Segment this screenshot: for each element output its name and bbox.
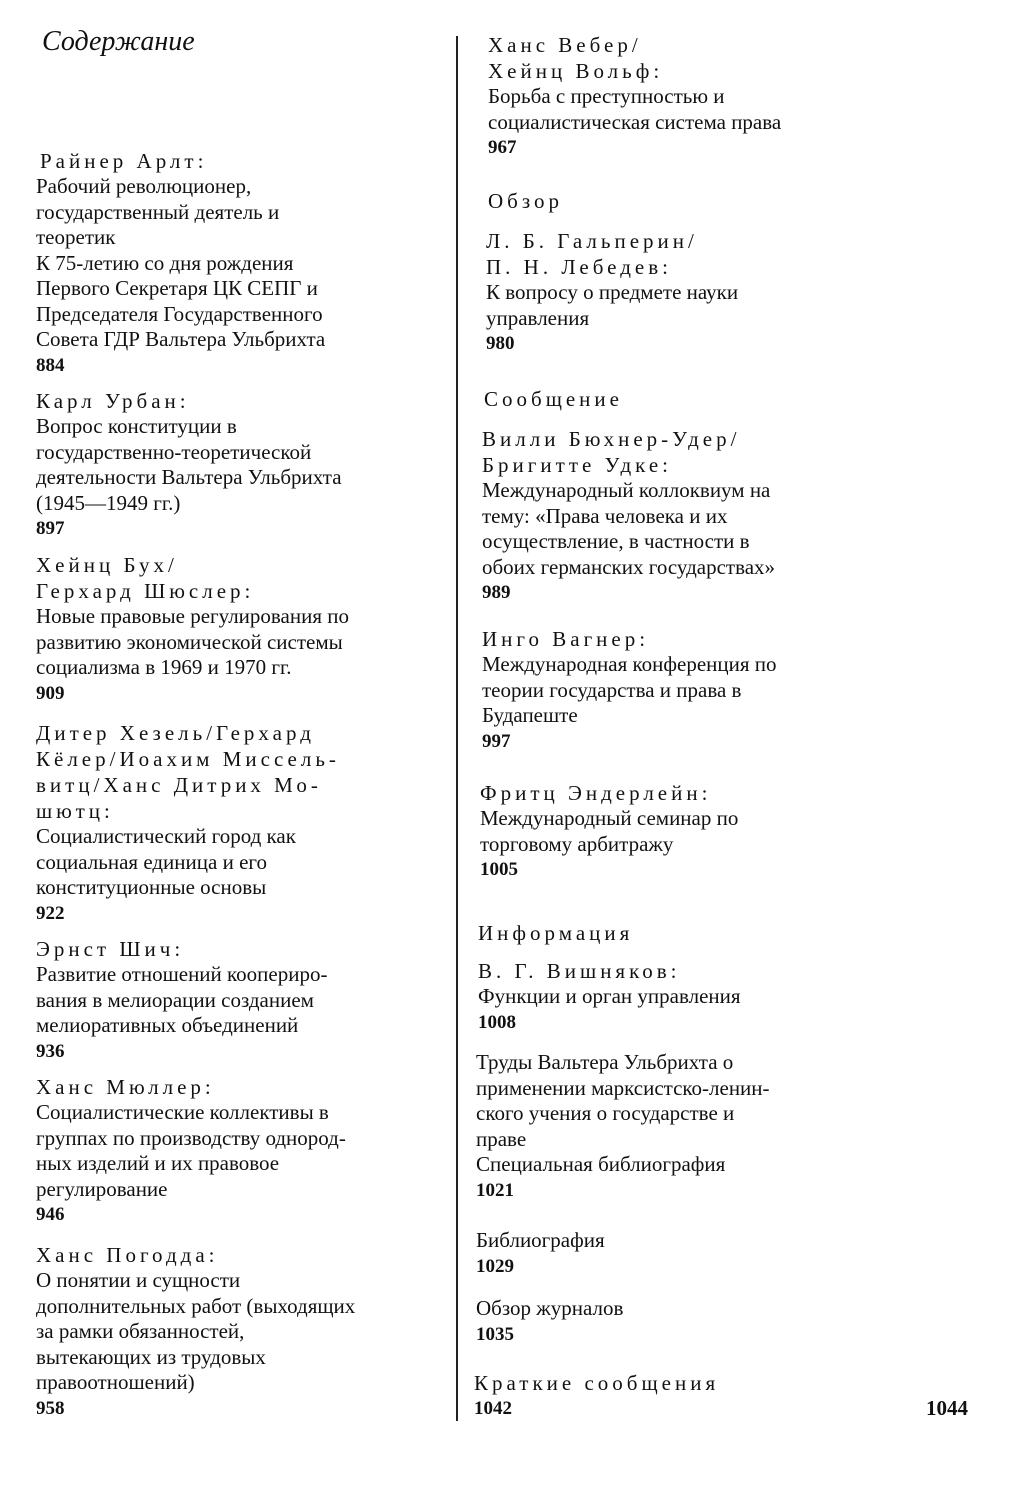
entry-title: Международный семинар по торговому арбитражу [480,806,739,856]
toc-entry[interactable] [36,552,456,707]
toc-entry[interactable] [488,32,908,161]
entry-page: 936 [36,1040,65,1062]
toc-entry[interactable] [480,780,900,883]
entry-page: 897 [36,518,65,539]
entry-page: 958 [36,1397,65,1419]
entry-page: 1008 [478,1011,516,1033]
section-heading [484,386,904,412]
entry-title: Библиография [476,1228,605,1252]
entry-author: Фритц Эндерлейн: [480,781,712,805]
section-heading-label: Информация [478,921,634,945]
entry-author: Карл Урбан: [36,389,190,413]
entry-page: 1042 [474,1398,512,1419]
entry-page: 989 [482,582,511,603]
entry-page: 922 [36,902,65,924]
entry-title: Социалистические коллективы в группах по производству однород- ных изделий и их правовое регулирование [36,1100,346,1201]
entry-author: Дитер Хезель/Герхард Кёлер/Иоахим Миссель- витц/Ханс Дитрих Мо- шютц: [36,721,340,823]
entry-author: Инго Вагнер: [482,627,650,651]
toc-entry[interactable] [36,1074,456,1228]
toc-entry[interactable] [36,388,456,542]
toc-entry[interactable] [36,936,456,1065]
section-heading [478,920,898,946]
entry-author: Хейнц Бух/ Герхард Шюслер: [36,553,255,603]
entry-title: Новые правовые регулирования по развитию экономической системы социализма в 1969 и 1970 гг. [36,604,350,679]
entry-author: Вилли Бюхнер-Удер/ Бригитте Удке: [482,427,741,477]
entry-author: В. Г. Вишняков: [478,959,681,983]
entry-title: О понятии и сущности дополнительных работ (выходящих за рамки обязанностей, вытекающих из трудовых правоотношений) [36,1268,356,1394]
entry-title: Международный коллоквиум на тему: «Права человека и их осуществление, в частности в обоих германских государствах» [482,478,776,579]
entry-page: 1021 [476,1179,514,1201]
entry-title: Труды Вальтера Ульбрихта о применении марксистско-ленин- ского учения о государстве и праве Специальная библиография [476,1050,770,1176]
entry-page: 980 [486,333,515,354]
toc-entry[interactable] [478,958,898,1036]
toc-entry[interactable] [476,1296,896,1348]
entry-title: Функции и орган управления [478,984,741,1008]
section-heading [488,188,908,214]
entry-title: Международная конференция по теории государства и права в Будапеште [482,652,777,727]
toc-entry[interactable] [482,426,902,606]
toc-entry[interactable] [36,1242,456,1422]
entry-author: Ханс Вебер/ Хейнц Вольф: [488,33,664,83]
toc-entry[interactable] [486,228,906,357]
toc-entry[interactable] [474,1370,894,1422]
entry-author: Л. Б. Гальперин/ П. Н. Лебедев: [486,229,698,279]
toc-entry[interactable] [476,1228,896,1280]
toc-entry[interactable] [482,626,902,755]
entry-page: 1035 [476,1323,514,1345]
entry-page: 997 [482,730,511,752]
entry-title: Борьба с преступностью и социалистическая система права [488,84,782,134]
section-heading-label: Краткие сообщения [474,1371,720,1395]
entry-page: 1005 [480,859,518,880]
entry-page: 967 [488,137,517,158]
section-heading-label: Сообщение [484,387,623,411]
toc-entry[interactable] [36,148,456,379]
entry-title: К вопросу о предмете науки управления [486,280,739,330]
entry-title: Развитие отношений коопериро- вания в мелиорации созданием мелиоративных объединений [36,962,328,1037]
entry-title: Вопрос конституции в государственно-теоретической деятельности Вальтера Ульбрихта (1945—1949 гг.) [36,414,342,515]
entry-title: Обзор журналов [476,1296,624,1320]
entry-page: 909 [36,682,65,704]
toc-entry[interactable] [36,720,456,927]
entry-page: 884 [36,354,65,376]
page-title: Содержание [42,26,195,57]
entry-author: Ханс Мюллер: [36,1075,215,1099]
entry-title: Социалистический город как социальная единица и его конституционные основы [36,824,296,899]
entry-page: 946 [36,1204,65,1225]
page-number: 1044 [926,1396,968,1420]
entry-title: Рабочий революционер, государственный деятель и теоретик К 75-летию со дня рождения Первого Секретаря ЦК СЕПГ и Председателя Государственного Совета ГДР Вальтера Ульбрихта [36,174,326,351]
entry-author: Райнер Арлт: [40,149,208,173]
toc-entry[interactable] [476,1050,896,1204]
column-divider [456,36,458,1421]
entry-author: Эрнст Шич: [36,937,185,961]
entry-author: Ханс Погодда: [36,1243,219,1267]
entry-page: 1029 [476,1255,514,1277]
section-heading-label: Обзор [488,189,564,213]
